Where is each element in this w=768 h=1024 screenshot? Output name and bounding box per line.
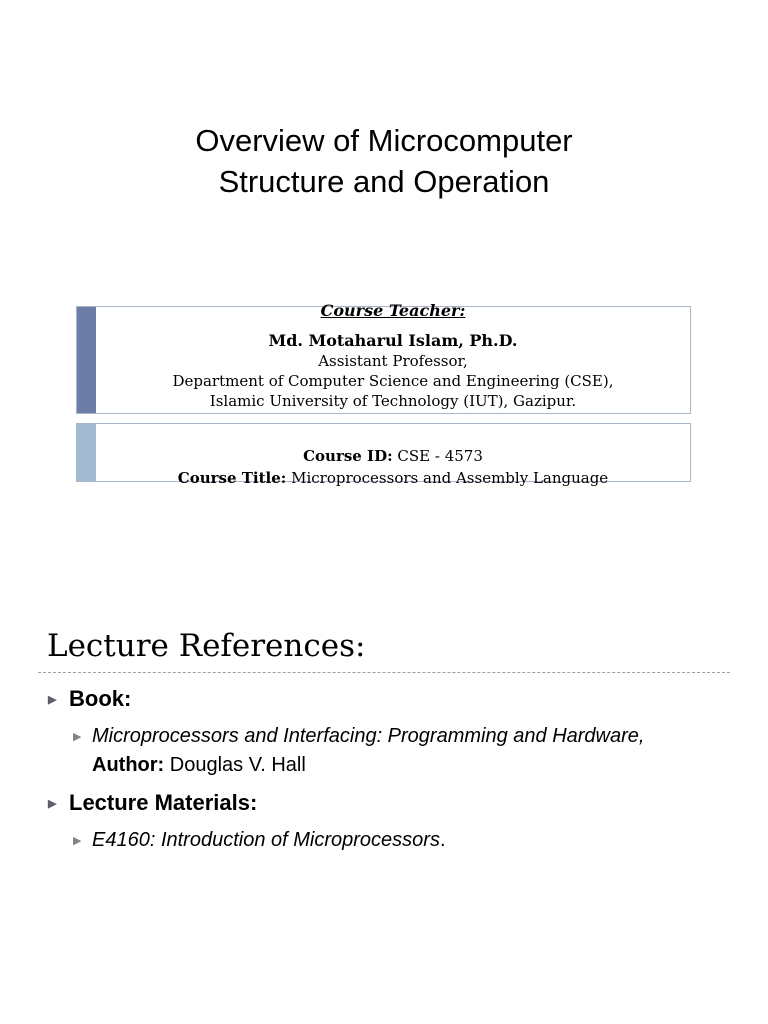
teacher-university: Islamic University of Technology (IUT), Gazipur. xyxy=(209,392,577,410)
course-info-box xyxy=(76,423,691,487)
teacher-box-accent-stripe xyxy=(77,307,96,413)
course-title-line xyxy=(96,467,690,489)
author-label: Author: xyxy=(92,754,165,776)
material-item xyxy=(73,826,446,854)
slide-title xyxy=(0,120,768,202)
dashed-divider xyxy=(38,672,730,673)
triangle-right-icon: ▶ xyxy=(73,731,82,743)
course-box-accent-stripe xyxy=(77,424,96,481)
triangle-right-icon: ▶ xyxy=(48,798,57,810)
course-title-value: Microprocessors and Assembly Language xyxy=(291,469,609,487)
book-title: Microprocessors and Interfacing: Programming and Hardware xyxy=(92,725,639,747)
book-label: Book: xyxy=(69,686,132,711)
course-id-label: Course ID: xyxy=(303,447,393,465)
course-id-value: CSE - 4573 xyxy=(397,447,483,465)
course-id-line xyxy=(96,445,690,467)
material-title: E4160: Introduction of Microprocessors xyxy=(92,829,440,851)
course-teacher-box xyxy=(76,301,691,414)
teacher-position: Assistant Professor, xyxy=(318,352,468,370)
lecture-references-heading: Lecture References: xyxy=(47,628,366,664)
course-teacher-heading: Course Teacher: xyxy=(320,301,466,320)
book-author-line xyxy=(92,751,306,779)
triangle-right-icon: ▶ xyxy=(73,835,82,847)
material-suffix: . xyxy=(439,829,446,851)
book-bullet xyxy=(48,684,132,714)
lecture-materials-label: Lecture Materials: xyxy=(69,790,258,815)
course-title-label: Course Title: xyxy=(177,469,287,487)
slide-title-line-2: Structure and Operation xyxy=(218,164,550,199)
author-name: Douglas V. Hall xyxy=(169,754,306,776)
teacher-name: Md. Motaharul Islam, Ph.D. xyxy=(268,331,518,350)
book-title-item xyxy=(73,722,645,750)
lecture-materials-bullet xyxy=(48,788,258,818)
book-title-suffix: , xyxy=(638,725,645,747)
teacher-department: Department of Computer Science and Engineering (CSE), xyxy=(172,372,614,390)
slide-title-line-1: Overview of Microcomputer xyxy=(195,123,573,158)
triangle-right-icon: ▶ xyxy=(48,694,57,706)
